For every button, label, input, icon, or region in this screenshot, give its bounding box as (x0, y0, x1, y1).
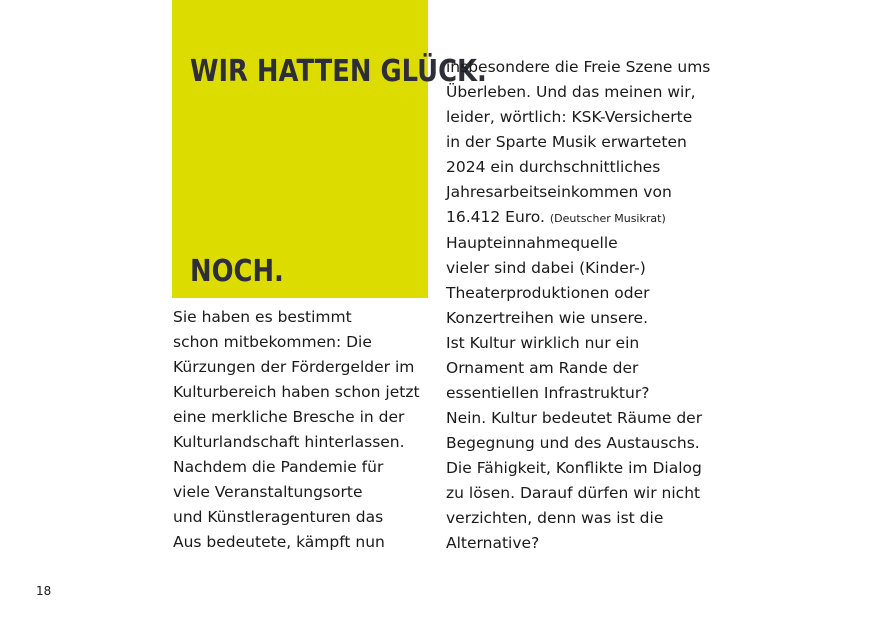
text-line: viele Veranstaltungsorte (173, 483, 363, 501)
text-line: 2024 ein durchschnittliches (446, 158, 661, 176)
text-line: Kürzungen der Fördergelder im (173, 358, 415, 376)
income-amount: 16.412 Euro. (446, 208, 545, 226)
text-line: eine merkliche Bresche in der (173, 408, 405, 426)
text-line: verzichten, denn was ist die (446, 509, 664, 527)
text-line: essentiellen Infrastruktur? (446, 384, 650, 402)
text-line: Ornament am Rande der (446, 359, 639, 377)
text-line: vieler sind dabei (Kinder-) (446, 259, 646, 277)
text-line: Begegnung und des Austauschs. (446, 434, 700, 452)
text-line: zu lösen. Darauf dürfen wir nicht (446, 484, 701, 502)
text-line: Aus bedeutete, kämpft nun (173, 533, 385, 551)
text-line: Haupteinnahmequelle (446, 234, 618, 252)
text-line: Nein. Kultur bedeutet Räume der (446, 409, 703, 427)
text-line: Theaterproduktionen oder (446, 284, 650, 302)
text-line: Sie haben es bestimmt (173, 308, 352, 326)
right-text-column (446, 55, 716, 556)
text-line: in der Sparte Musik erwarteten (446, 133, 687, 151)
amount-line (446, 205, 716, 231)
source-citation: (Deutscher Musikrat) (549, 212, 666, 225)
page-number: 18 (36, 584, 52, 598)
text-line: leider, wörtlich: KSK-Versicherte (446, 108, 693, 126)
text-line: Ist Kultur wirklich nur ein (446, 334, 640, 352)
headline-line-1: WIR HATTEN GLÜCK. (190, 54, 487, 89)
text-line: Die Fähigkeit, Konflikte im Dialog (446, 459, 702, 477)
text-line: Konzertreihen wie unsere. (446, 309, 649, 327)
text-line: Kulturbereich haben schon jetzt (173, 383, 420, 401)
text-line: Überleben. Und das meinen wir, (446, 83, 696, 101)
text-line: Alternative? (446, 534, 540, 552)
headline-line-2: NOCH. (190, 254, 284, 289)
left-text-column (173, 305, 423, 555)
text-line: Nachdem die Pandemie für (173, 458, 384, 476)
text-line: insbesondere die Freie Szene ums (446, 58, 711, 76)
text-line: Kulturlandschaft hinterlassen. (173, 433, 405, 451)
text-line: Jahresarbeitseinkommen von (446, 183, 672, 201)
text-line: schon mitbekommen: Die (173, 333, 372, 351)
text-line: und Künstleragenturen das (173, 508, 384, 526)
